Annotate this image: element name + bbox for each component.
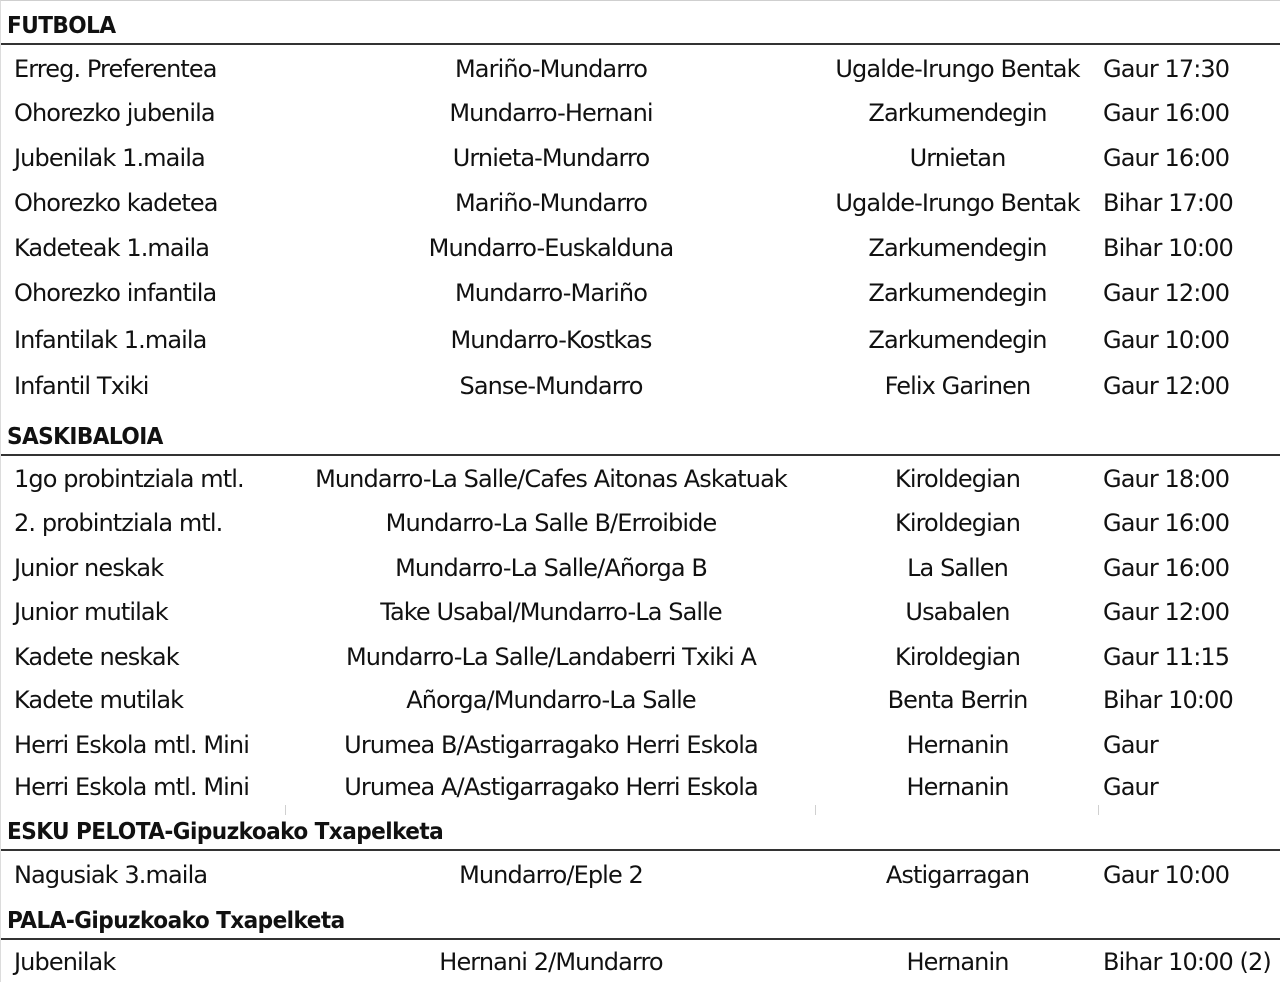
table-row (1, 940, 1280, 984)
table-row (1, 853, 1280, 897)
category-cell: Kadeteak 1.maila (14, 234, 210, 262)
time-cell: Gaur 16:00 (1103, 144, 1230, 172)
time-cell: Gaur 11:15 (1103, 643, 1230, 671)
table-row (1, 678, 1280, 722)
table-row (1, 271, 1280, 315)
time-cell: Gaur 12:00 (1103, 372, 1230, 400)
time-cell: Gaur 10:00 (1103, 861, 1230, 889)
section-title: ESKU PELOTA-Gipuzkoako Txapelketa (7, 819, 444, 845)
match-cell: Mundarro-La Salle B/Erroibide (385, 509, 717, 537)
table-row (1, 181, 1280, 225)
venue-cell: Urnietan (909, 144, 1006, 172)
venue-cell: Hernanin (906, 731, 1009, 759)
match-cell: Urnieta-Mundarro (452, 144, 650, 172)
section-header-saskibaloia (1, 412, 1280, 456)
match-cell: Urumea B/Astigarragako Herri Eskola (344, 731, 758, 759)
category-cell: Erreg. Preferentea (14, 55, 217, 83)
category-cell: 2. probintziala mtl. (14, 509, 223, 537)
category-cell: Junior mutilak (14, 598, 168, 626)
time-cell: Gaur 16:00 (1103, 509, 1230, 537)
section-title: PALA-Gipuzkoako Txapelketa (7, 908, 345, 934)
match-cell: Mundarro-La Salle/Landaberri Txiki A (345, 643, 757, 671)
match-cell: Mundarro-La Salle/Añorga B (395, 554, 707, 582)
table-row (1, 590, 1280, 634)
section-header-esku-pelota (1, 807, 1280, 851)
table-row (1, 546, 1280, 590)
match-cell: Take Usabal/Mundarro-La Salle (380, 598, 722, 626)
match-cell: Mundarro-La Salle/Cafes Aitonas Askatuak (315, 465, 787, 493)
venue-cell: Astigarragan (885, 861, 1030, 889)
venue-cell: Benta Berrin (887, 686, 1028, 714)
venue-cell: Hernanin (906, 948, 1009, 976)
venue-cell: Zarkumendegin (868, 234, 1047, 262)
category-cell: Kadete mutilak (14, 686, 184, 714)
section-header-pala (1, 896, 1280, 940)
venue-cell: Zarkumendegin (868, 279, 1047, 307)
time-cell: Bihar 10:00 (1103, 234, 1233, 262)
venue-cell: Zarkumendegin (868, 326, 1047, 354)
match-cell: Sanse-Mundarro (459, 372, 643, 400)
time-cell: Gaur 18:00 (1103, 465, 1230, 493)
time-cell: Bihar 10:00 (2) (1103, 948, 1271, 976)
venue-cell: Felix Garinen (884, 372, 1031, 400)
time-cell: Gaur (1103, 773, 1158, 801)
time-cell: Gaur 12:00 (1103, 598, 1230, 626)
match-cell: Mundarro-Kostkas (450, 326, 652, 354)
section-title: FUTBOLA (7, 13, 116, 39)
table-row (1, 226, 1280, 270)
match-cell: Mundarro/Eple 2 (459, 861, 643, 889)
category-cell: Ohorezko infantila (14, 279, 217, 307)
table-row (1, 457, 1280, 501)
match-cell: Mundarro-Hernani (449, 99, 653, 127)
match-cell: Urumea A/Astigarragako Herri Eskola (344, 773, 758, 801)
venue-cell: Kiroldegian (894, 465, 1021, 493)
venue-cell: Ugalde-Irungo Bentak (835, 55, 1080, 83)
category-cell: Herri Eskola mtl. Mini (14, 773, 249, 801)
venue-cell: Kiroldegian (894, 509, 1021, 537)
match-cell: Mundarro-Euskalduna (428, 234, 674, 262)
category-cell: Infantilak 1.maila (14, 326, 207, 354)
category-cell: Jubenilak 1.maila (14, 144, 205, 172)
venue-cell: Usabalen (905, 598, 1010, 626)
venue-cell: Kiroldegian (894, 643, 1021, 671)
category-cell: Ohorezko kadetea (14, 189, 218, 217)
time-cell: Bihar 17:00 (1103, 189, 1233, 217)
table-row (1, 501, 1280, 545)
time-cell: Gaur 16:00 (1103, 99, 1230, 127)
table-row (1, 765, 1280, 809)
venue-cell: La Sallen (907, 554, 1008, 582)
venue-cell: Zarkumendegin (868, 99, 1047, 127)
table-row (1, 47, 1280, 91)
time-cell: Gaur 16:00 (1103, 554, 1230, 582)
section-header-futbola (1, 1, 1280, 45)
match-cell: Mundarro-Mariño (455, 279, 647, 307)
match-cell: Mariño-Mundarro (455, 189, 647, 217)
table-row (1, 364, 1280, 408)
time-cell: Gaur 12:00 (1103, 279, 1230, 307)
category-cell: Infantil Txiki (14, 372, 149, 400)
table-row (1, 136, 1280, 180)
category-cell: Ohorezko jubenila (14, 99, 215, 127)
match-cell: Mariño-Mundarro (455, 55, 647, 83)
table-row (1, 723, 1280, 767)
table-row (1, 635, 1280, 679)
category-cell: Kadete neskak (14, 643, 179, 671)
time-cell: Gaur (1103, 731, 1158, 759)
table-row (1, 91, 1280, 135)
category-cell: Jubenilak (14, 948, 116, 976)
match-cell: Añorga/Mundarro-La Salle (406, 686, 696, 714)
match-cell: Hernani 2/Mundarro (439, 948, 663, 976)
venue-cell: Ugalde-Irungo Bentak (835, 189, 1080, 217)
category-cell: Junior neskak (14, 554, 164, 582)
time-cell: Gaur 17:30 (1103, 55, 1230, 83)
category-cell: 1go probintziala mtl. (14, 465, 244, 493)
category-cell: Nagusiak 3.maila (14, 861, 208, 889)
time-cell: Bihar 10:00 (1103, 686, 1233, 714)
time-cell: Gaur 10:00 (1103, 326, 1230, 354)
section-title: SASKIBALOIA (7, 424, 163, 450)
venue-cell: Hernanin (906, 773, 1009, 801)
table-row (1, 318, 1280, 362)
category-cell: Herri Eskola mtl. Mini (14, 731, 249, 759)
